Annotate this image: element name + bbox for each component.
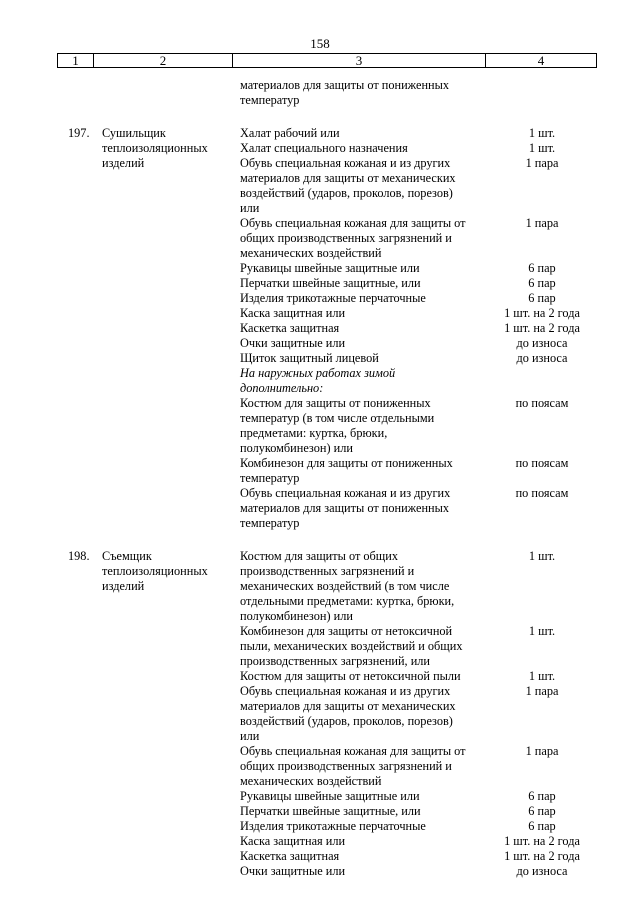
table-body [0, 78, 640, 879]
page-number: 158 [310, 36, 330, 51]
list-item [0, 156, 640, 216]
header-col-3: 3 [232, 54, 485, 67]
list-item [0, 216, 640, 261]
list-item [0, 78, 640, 108]
item-quantity: 1 шт. [528, 549, 556, 563]
item-quantity: 6 пар [528, 789, 556, 803]
list-item [0, 804, 640, 819]
item-quantity: 1 шт. [528, 126, 556, 140]
item-quantity: до износа [516, 336, 568, 350]
item-quantity: 1 шт. на 2 года [504, 306, 580, 320]
header-col-4: 4 [485, 54, 596, 67]
list-item [0, 669, 640, 684]
item-quantity: 1 пара [525, 156, 559, 170]
item-quantity: по поясам [515, 456, 569, 470]
item-quantity: по поясам [515, 486, 569, 500]
profession-name: Сушильщик теплоизоляционных изделий [102, 126, 208, 170]
item-quantity: 1 шт. на 2 года [504, 834, 580, 848]
list-item [0, 396, 640, 456]
item-quantity: 1 шт. [528, 141, 556, 155]
list-item [0, 744, 640, 789]
list-item [0, 486, 640, 531]
list-item [0, 141, 640, 156]
item-description: Комбинезон для защиты от пониженных температур [240, 456, 453, 485]
item-description: Изделия трикотажные перчаточные [240, 819, 426, 833]
item-quantity: 6 пар [528, 819, 556, 833]
list-item [0, 276, 640, 291]
table-row [0, 126, 640, 531]
list-item [0, 624, 640, 669]
item-quantity: по поясам [515, 396, 569, 410]
item-description: Очки защитные или [240, 864, 346, 878]
item-description: Перчатки швейные защитные, или [240, 804, 421, 818]
list-item [0, 849, 640, 864]
list-item [0, 456, 640, 486]
item-description: Рукавицы швейные защитные или [240, 789, 420, 803]
item-description: Комбинезон для защиты от нетоксичной пыли, механических воздействий и общих производственных загрязнений, или [240, 624, 463, 668]
item-description: Халат специального назначения [240, 141, 408, 155]
item-description: Каска защитная или [240, 834, 346, 848]
list-item [0, 291, 640, 306]
list-item [0, 819, 640, 834]
item-description: Обувь специальная кожаная для защиты от общих производственных загрязнений и механических воздействий [240, 216, 466, 260]
item-quantity: до износа [516, 864, 568, 878]
item-quantity: 1 пара [525, 216, 559, 230]
item-description: Рукавицы швейные защитные или [240, 261, 420, 275]
item-description: Халат рабочий или [240, 126, 340, 140]
item-quantity: 1 пара [525, 684, 559, 698]
item-quantity: до износа [516, 351, 568, 365]
list-item [0, 549, 640, 624]
item-quantity: 1 пара [525, 744, 559, 758]
item-description: Обувь специальная кожаная для защиты от общих производственных загрязнений и механических воздействий [240, 744, 466, 788]
list-item [0, 336, 640, 351]
list-item [0, 321, 640, 336]
item-description: Очки защитные или [240, 336, 346, 350]
header-col-2: 2 [93, 54, 232, 67]
item-description: Каскетка защитная [240, 849, 340, 863]
row-number: 198. [68, 549, 90, 563]
list-item [0, 261, 640, 276]
item-description: Щиток защитный лицевой [240, 351, 379, 365]
item-description: Изделия трикотажные перчаточные [240, 291, 426, 305]
item-quantity: 6 пар [528, 276, 556, 290]
item-description: Костюм для защиты от нетоксичной пыли [240, 669, 461, 683]
item-quantity: 6 пар [528, 261, 556, 275]
header-col-1: 1 [72, 53, 79, 68]
item-quantity: 1 шт. [528, 669, 556, 683]
item-description: На наружных работах зимой дополнительно: [240, 366, 396, 395]
list-item [0, 864, 640, 879]
item-quantity: 1 шт. на 2 года [504, 321, 580, 335]
item-description: Обувь специальная кожаная и из других материалов для защиты от механических воздействий (ударов, проколов, порезов) или [240, 684, 456, 743]
item-description: Костюм для защиты от пониженных температур (в том числе отдельными предметами: куртка, брюки, полукомбинезон) или [240, 396, 435, 455]
list-item [0, 684, 640, 744]
item-description: материалов для защиты от пониженных температур [240, 78, 450, 107]
list-item [0, 789, 640, 804]
row-number: 197. [68, 126, 90, 140]
table-row [0, 78, 640, 108]
list-item [0, 366, 640, 396]
list-item [0, 834, 640, 849]
item-quantity: 1 шт. [528, 624, 556, 638]
item-description: Каска защитная или [240, 306, 346, 320]
list-item [0, 351, 640, 366]
item-description: Каскетка защитная [240, 321, 340, 335]
list-item [0, 126, 640, 141]
item-quantity: 6 пар [528, 804, 556, 818]
table-row [0, 549, 640, 879]
item-description: Костюм для защиты от общих производственных загрязнений и механических воздействий (в том числе отдельными предметами: куртка, брюки, полукомбинезон) или [240, 549, 455, 623]
item-description: Обувь специальная кожаная и из других материалов для защиты от механических воздействий (ударов, проколов, порезов) или [240, 156, 456, 215]
list-item [0, 306, 640, 321]
item-quantity: 6 пар [528, 291, 556, 305]
profession-name: Съемщик теплоизоляционных изделий [102, 549, 208, 593]
item-description: Перчатки швейные защитные, или [240, 276, 421, 290]
item-quantity: 1 шт. на 2 года [504, 849, 580, 863]
item-description: Обувь специальная кожаная и из других материалов для защиты от пониженных температур [240, 486, 451, 530]
table-header [57, 53, 597, 68]
